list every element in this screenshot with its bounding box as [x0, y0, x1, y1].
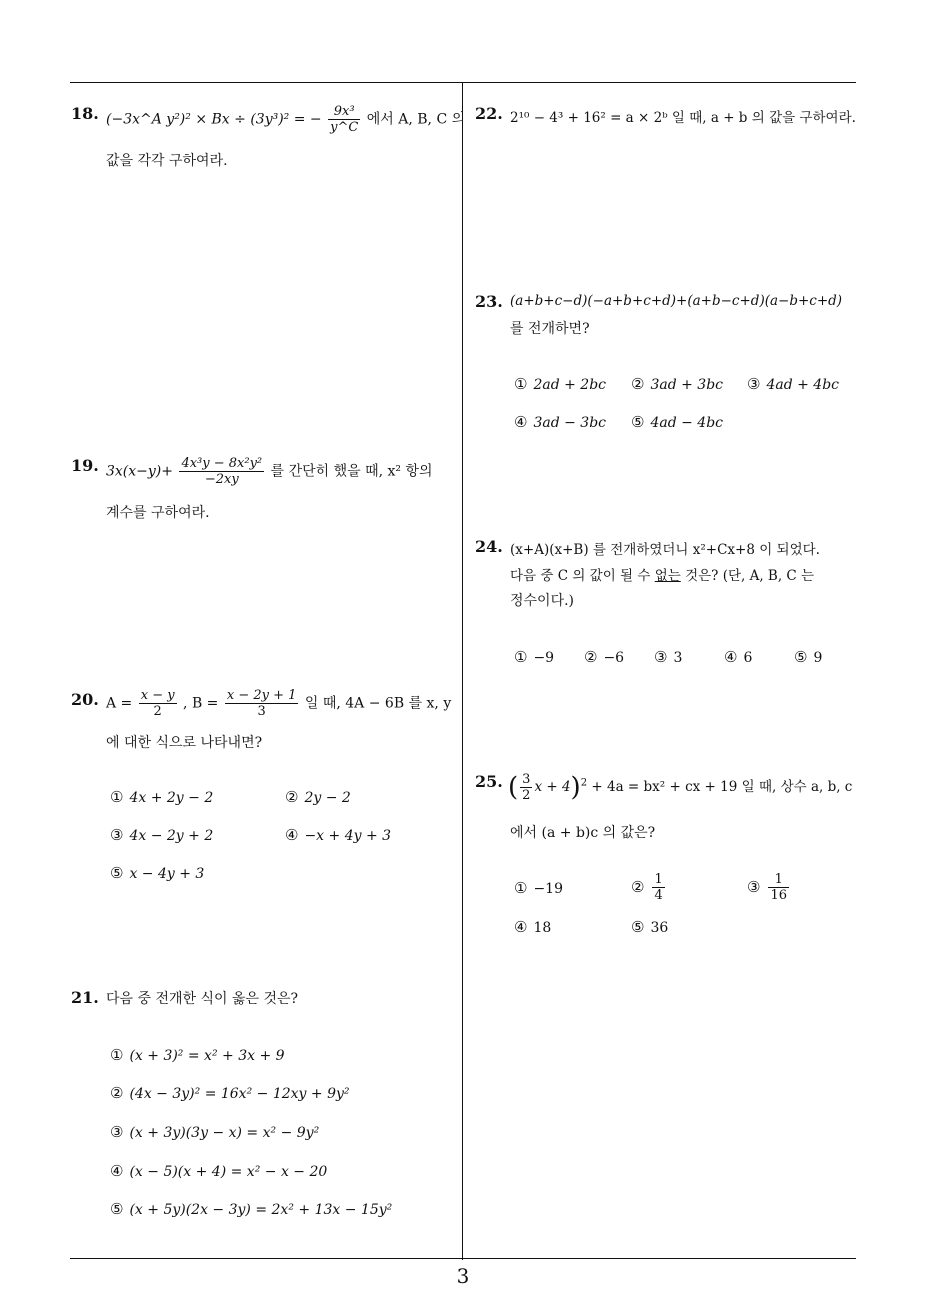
underlined-word: 없는 — [654, 568, 681, 584]
fraction: $\frac{\text{4x³y − 8x²y²}}{-2xy}$ — [181, 456, 263, 487]
choice-4[interactable]: ④ 6 — [724, 648, 753, 666]
problem-number: 25. — [475, 772, 503, 791]
choice-5[interactable]: ⑤ 4ad − 4bc — [631, 413, 724, 431]
problem-text-line3: 정수이다.) — [510, 593, 575, 609]
bottom-rule — [70, 1258, 856, 1259]
fraction: $\frac{1}{16}$ — [770, 872, 787, 903]
problem-text: (x+A)(x+B) 를 전개하였더니 x²+Cx+8 이 되었다. — [510, 542, 820, 558]
problem-number: 19. — [71, 456, 99, 475]
fraction: $\frac{\text{9x³}}{y\^{}C}$ — [330, 104, 359, 135]
choice-5[interactable]: ⑤ 36 — [631, 918, 669, 936]
problem-text-tail: 에서 A, B, C 의 — [366, 111, 466, 128]
problem-text-line2: 값을 각각 구하여라. — [106, 153, 228, 169]
problem-number: 20. — [71, 690, 99, 709]
choice-2[interactable]: ② 3ad + 3bc — [631, 375, 724, 393]
math-expression: 3x(x−y)+ — [106, 463, 173, 480]
problem-text: ( $\frac{3}{2}$ x + 4)$^2$ + 4a = bx² + cx + 19 일 때, 상수 a, b, c — [508, 772, 853, 803]
choice-1[interactable]: ① (x + 3)² = x² + 3x + 9 — [110, 1046, 285, 1064]
choice-5[interactable]: ⑤ (x + 5y)(2x − 3y) = 2x² + 13x − 15y² — [110, 1200, 393, 1218]
choice-5[interactable]: ⑤ x − 4y + 3 — [110, 864, 205, 882]
choice-4[interactable]: ④ 3ad − 3bc — [514, 413, 607, 431]
choice-2[interactable]: ② −6 — [584, 648, 625, 666]
fraction: $\frac{3}{2}$ — [522, 772, 531, 803]
problem-text-line2: 를 전개하면? — [510, 321, 590, 337]
column-divider — [462, 82, 463, 1260]
choice-3[interactable]: ③ 3 — [654, 648, 683, 666]
problem-number: 23. — [475, 292, 503, 311]
choice-4[interactable]: ④ −x + 4y + 3 — [285, 826, 392, 844]
problem-text-line2: 다음 중 C 의 값이 될 수 없는 것은? (단, A, B, C 는 — [510, 568, 815, 584]
choice-1[interactable]: ① 2ad + 2bc — [514, 375, 607, 393]
problem-text-line2: 에서 (a + b)c 의 값은? — [510, 825, 656, 841]
choice-2[interactable]: ② (4x − 3y)² = 16x² − 12xy + 9y² — [110, 1084, 350, 1102]
problem-number: 18. — [71, 104, 99, 123]
problem-number: 24. — [475, 537, 503, 556]
choice-2[interactable]: ② 2y − 2 — [285, 788, 351, 806]
problem-number: 22. — [475, 104, 503, 123]
fraction-a: $\frac{x - y}{2}$ — [140, 688, 175, 719]
math-expression: (−3x^A y²)² × Bx ÷ (3y³)² = − — [106, 111, 322, 128]
problem-text: 다음 중 전개한 식이 옳은 것은? — [106, 991, 299, 1007]
choice-3[interactable]: ③ $\frac{1}{16}$ — [747, 872, 787, 903]
problem-text-tail: 일 때, 4A − 6B 를 x, y — [304, 695, 452, 712]
problem-text — [106, 456, 433, 487]
page-number: 3 — [456, 1264, 470, 1288]
fraction-b: $\frac{x - 2y + 1}{3}$ — [226, 688, 297, 719]
choice-4[interactable]: ④ (x − 5)(x + 4) = x² − x − 20 — [110, 1162, 328, 1180]
choice-3[interactable]: ③ 4x − 2y + 2 — [110, 826, 214, 844]
top-rule — [70, 82, 856, 83]
choice-1[interactable]: ① 4x + 2y − 2 — [110, 788, 214, 806]
choice-1[interactable]: ① −9 — [514, 648, 555, 666]
problem-text — [106, 104, 465, 135]
problem-text: 2¹⁰ − 4³ + 16² = a × 2ᵇ 일 때, a + b 의 값을 구하여라. — [510, 110, 856, 126]
problem-text-tail: 를 간단히 했을 때, x² 항의 — [270, 463, 433, 480]
choice-3[interactable]: ③ (x + 3y)(3y − x) = x² − 9y² — [110, 1123, 320, 1141]
problem-text-line2: 계수를 구하여라. — [106, 505, 210, 521]
choice-2[interactable]: ② $\frac{1}{4}$ — [631, 872, 663, 903]
fraction: $\frac{1}{4}$ — [654, 872, 663, 903]
choice-1[interactable]: ① −19 — [514, 879, 563, 897]
problem-text-tail: + 4a = bx² + cx + 19 일 때, 상수 a, b, c — [591, 779, 853, 795]
choice-4[interactable]: ④ 18 — [514, 918, 552, 936]
problem-text: (a+b+c−d)(−a+b+c+d)+(a+b−c+d)(a−b+c+d) — [510, 293, 843, 309]
problem-text-line2: 에 대한 식으로 나타내면? — [106, 735, 263, 751]
choice-5[interactable]: ⑤ 9 — [794, 648, 823, 666]
choice-3[interactable]: ③ 4ad + 4bc — [747, 375, 840, 393]
problem-number: 21. — [71, 988, 99, 1007]
problem-text: A = $\frac{x - y}{2}$ , B = $\frac{x - 2y + 1}{3}$ 일 때, 4A − 6B 를 x, y — [106, 688, 452, 719]
